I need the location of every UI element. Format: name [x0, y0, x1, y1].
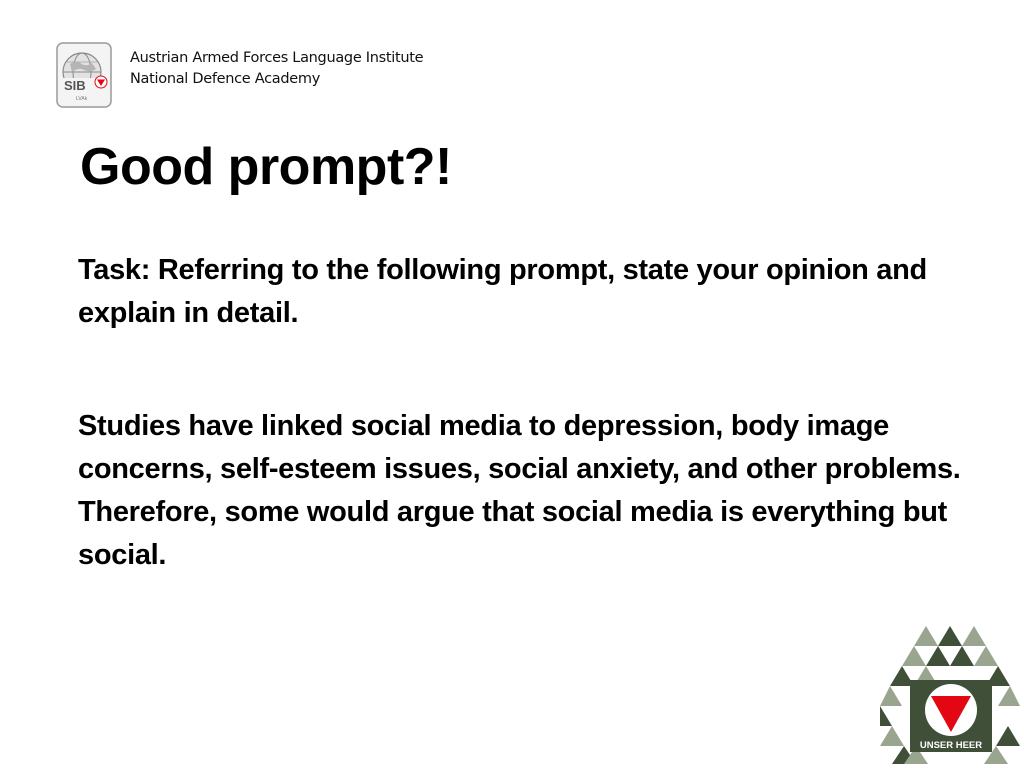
- unser-heer-triangle-logo-icon: [880, 624, 1020, 764]
- prompt-text: Studies have linked social media to depression, body image concerns, self-esteem issues, social anxiety, and other problems. Therefore, some would argue that social media is everything but social.: [78, 410, 961, 571]
- logo-text: SIB: [64, 78, 86, 93]
- logo-subtext: LVAk: [76, 96, 88, 102]
- header-line-institute: Austrian Armed Forces Language Institute: [130, 50, 424, 66]
- header-institution: [130, 48, 423, 90]
- sib-globe-emblem-icon: [56, 42, 112, 108]
- task-instruction: Task: Referring to the following prompt, state your opinion and explain in detail.: [78, 254, 927, 329]
- slide-title: Good prompt?!: [80, 138, 452, 196]
- header-line-academy: National Defence Academy: [130, 71, 320, 87]
- army-logo-label: UNSER HEER: [919, 740, 983, 751]
